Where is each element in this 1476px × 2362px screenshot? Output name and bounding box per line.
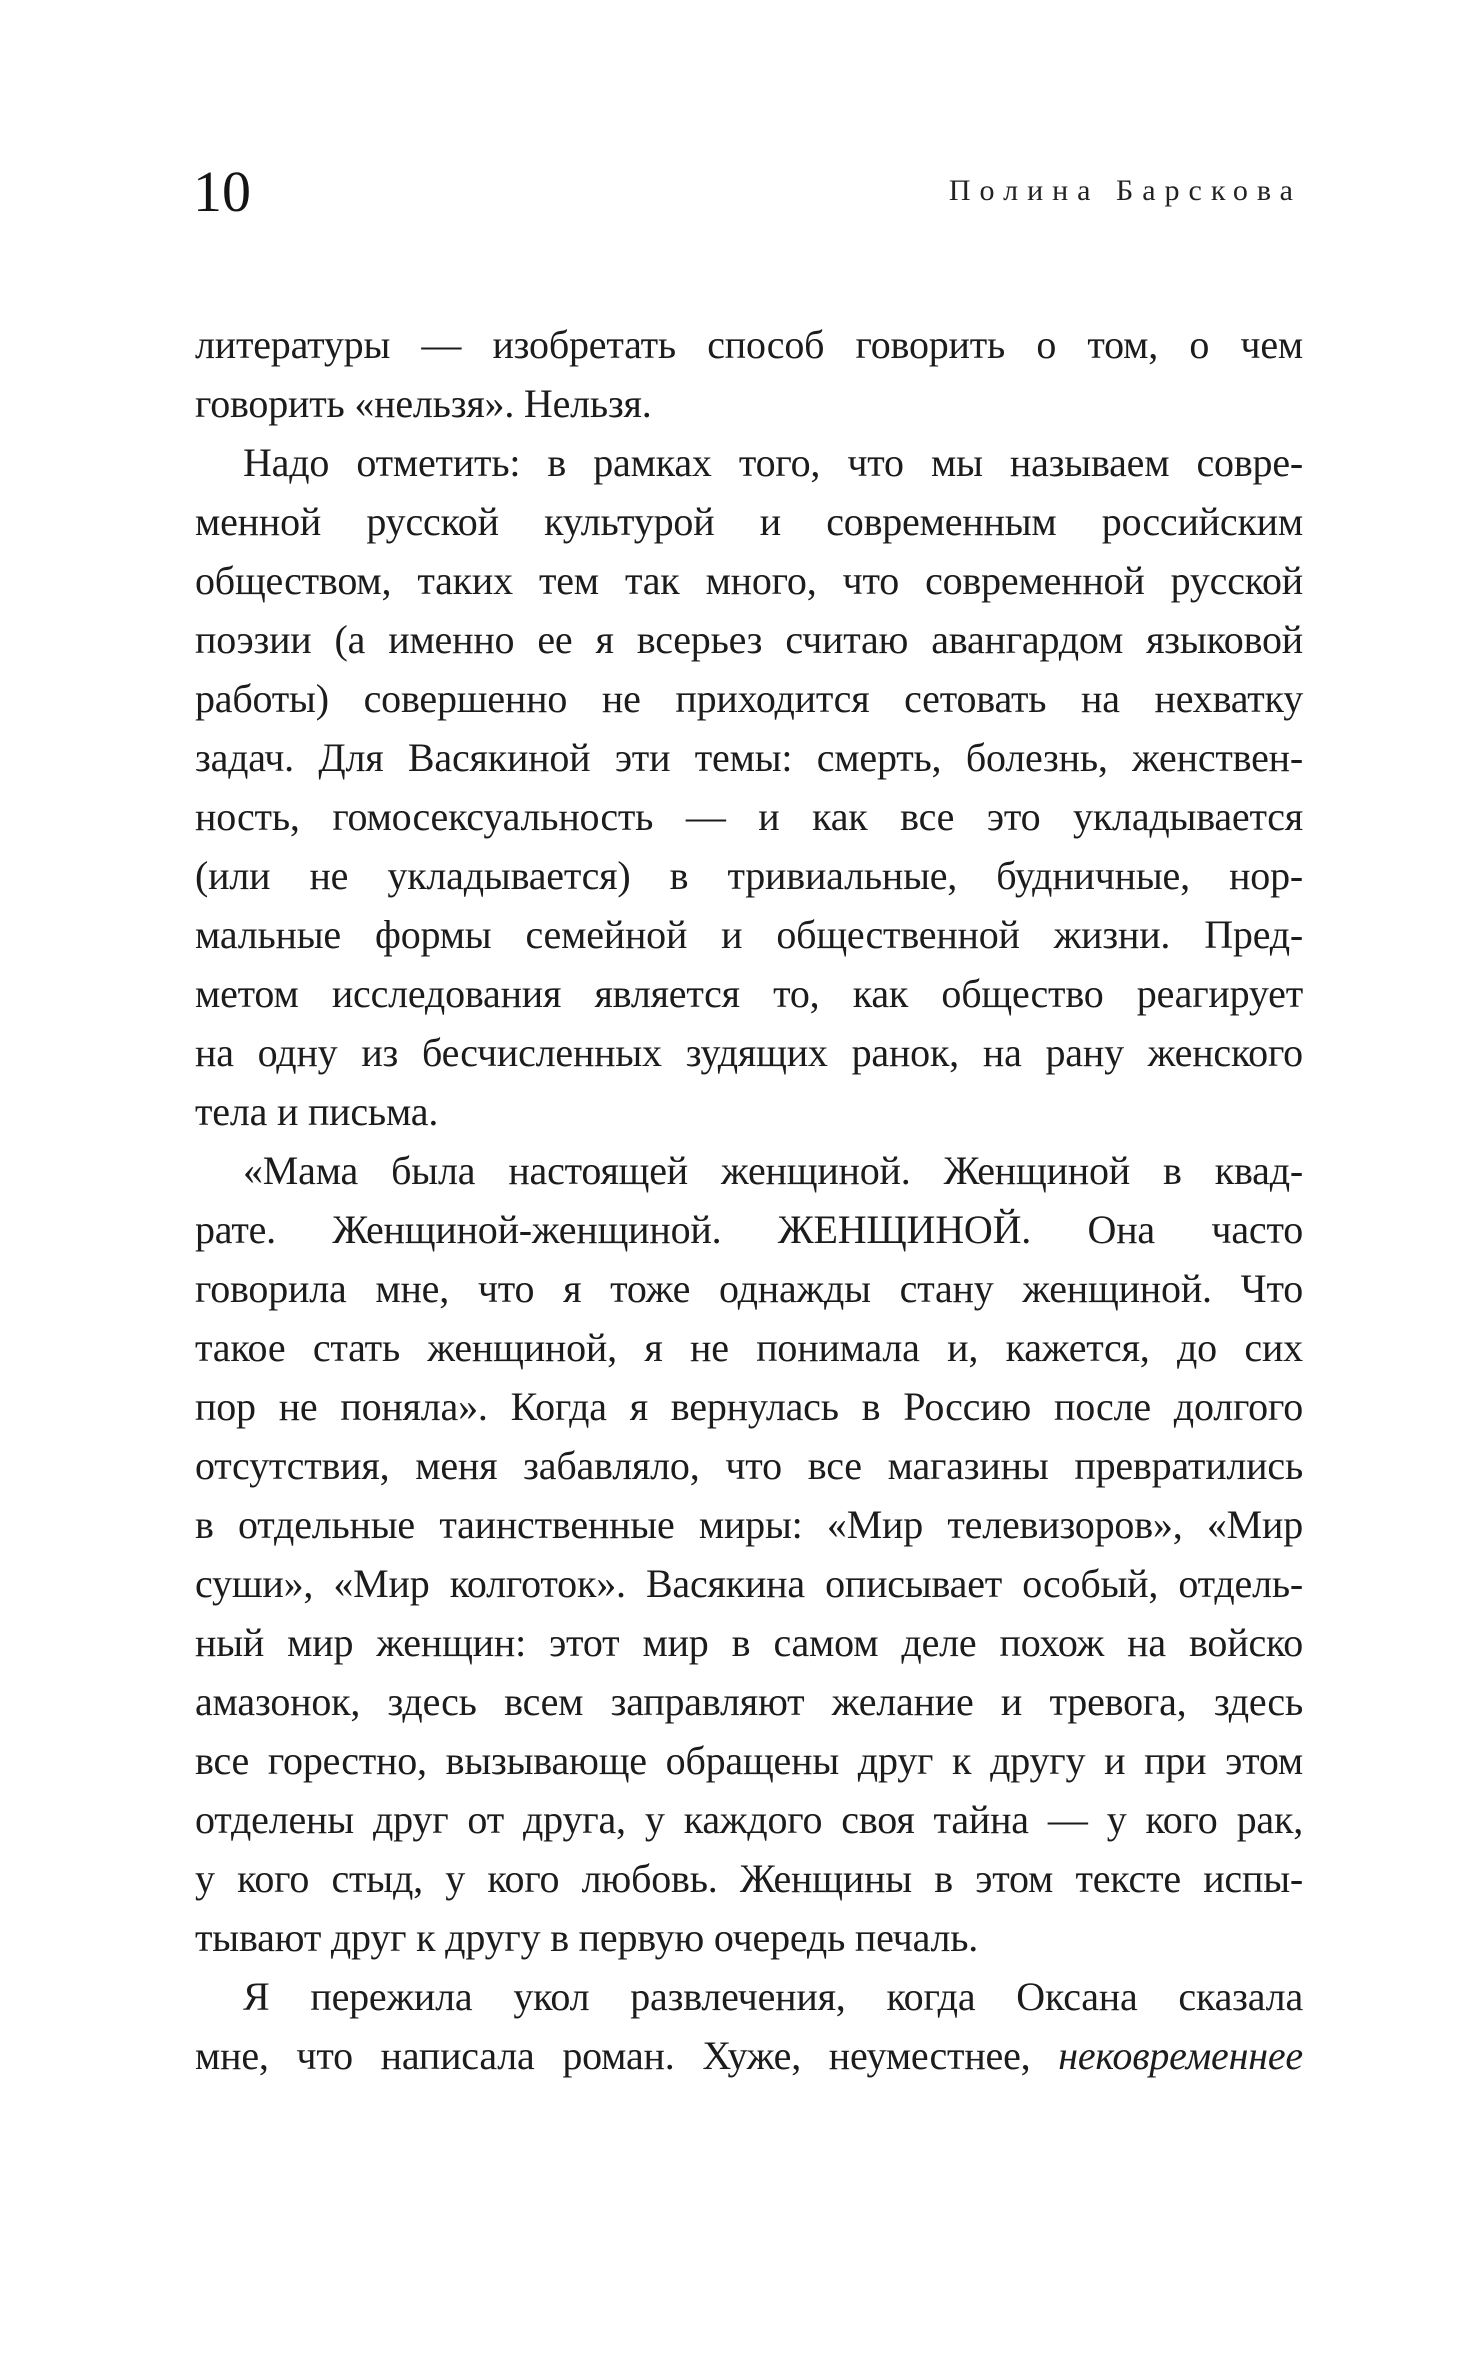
text-segment: мальные формы семейной и общественной жизни. Пред- bbox=[195, 912, 1303, 957]
text-segment: говорила мне, что я тоже однажды стану женщиной. Что bbox=[195, 1266, 1303, 1311]
text-segment: у кого стыд, у кого любовь. Женщины в этом тексте испы- bbox=[195, 1856, 1303, 1901]
text-line bbox=[195, 315, 1303, 374]
text-line bbox=[195, 964, 1303, 1023]
text-segment: пор не поняла». Когда я вернулась в Россию после долгого bbox=[195, 1384, 1303, 1429]
text-line bbox=[195, 1495, 1303, 1554]
text-line bbox=[195, 1082, 1303, 1141]
text-segment: отделены друг от друга, у каждого своя тайна — у кого рак, bbox=[195, 1797, 1303, 1842]
paragraph bbox=[195, 1141, 1303, 1967]
text-line bbox=[195, 1377, 1303, 1436]
text-segment: говорить «нельзя». Нельзя. bbox=[195, 381, 652, 426]
text-segment: в отдельные таинственные миры: «Мир телевизоров», «Мир bbox=[195, 1502, 1303, 1547]
text-line bbox=[195, 1436, 1303, 1495]
paragraph bbox=[195, 433, 1303, 1141]
text-segment: такое стать женщиной, я не понимала и, кажется, до сих bbox=[195, 1325, 1303, 1370]
text-line bbox=[195, 1141, 1303, 1200]
text-line bbox=[195, 905, 1303, 964]
text-segment: Я пережила укол развлечения, когда Оксана сказала bbox=[243, 1974, 1303, 2019]
text-line bbox=[195, 1672, 1303, 1731]
text-line bbox=[195, 1318, 1303, 1377]
text-line bbox=[195, 1023, 1303, 1082]
text-line bbox=[195, 1908, 1303, 1967]
text-segment: рате. Женщиной-женщиной. ЖЕНЩИНОЙ. Она часто bbox=[195, 1207, 1303, 1252]
text-line bbox=[195, 669, 1303, 728]
text-segment: мне, что написала роман. Хуже, неуместнее, bbox=[195, 2033, 1059, 2078]
text-segment: Надо отметить: в рамках того, что мы называем совре- bbox=[243, 440, 1303, 485]
text-line bbox=[195, 551, 1303, 610]
text-segment: амазонок, здесь всем заправляют желание и тревога, здесь bbox=[195, 1679, 1303, 1724]
text-line bbox=[195, 492, 1303, 551]
text-segment: отсутствия, меня забавляло, что все магазины превратились bbox=[195, 1443, 1303, 1488]
text-segment: литературы — изобретать способ говорить о том, о чем bbox=[195, 322, 1303, 367]
text-segment: обществом, таких тем так много, что современной русской bbox=[195, 558, 1303, 603]
text-segment: на одну из бесчисленных зудящих ранок, на рану женского bbox=[195, 1030, 1303, 1075]
text-segment: работы) совершенно не приходится сетовать на нехватку bbox=[195, 676, 1303, 721]
text-line bbox=[195, 610, 1303, 669]
italic-emphasis: нековременнее bbox=[1058, 2033, 1303, 2078]
text-line bbox=[195, 787, 1303, 846]
text-segment: суши», «Мир колготок». Васякина описывает особый, отдель- bbox=[195, 1561, 1303, 1606]
text-line bbox=[195, 1259, 1303, 1318]
paragraph bbox=[195, 315, 1303, 433]
text-line bbox=[195, 1790, 1303, 1849]
text-line bbox=[195, 374, 1303, 433]
text-segment: задач. Для Васякиной эти темы: смерть, болезнь, женствен- bbox=[195, 735, 1303, 780]
text-segment: (или не укладывается) в тривиальные, будничные, нор- bbox=[195, 853, 1303, 898]
text-segment: все горестно, вызывающе обращены друг к другу и при этом bbox=[195, 1738, 1303, 1783]
text-line bbox=[195, 728, 1303, 787]
text-segment: «Мама была настоящей женщиной. Женщиной в квад- bbox=[243, 1148, 1303, 1193]
text-line bbox=[195, 1554, 1303, 1613]
text-segment: тела и письма. bbox=[195, 1089, 439, 1134]
page-number: 10 bbox=[193, 159, 251, 224]
text-line bbox=[195, 1967, 1303, 2026]
text-line bbox=[195, 2026, 1303, 2085]
text-segment: метом исследования является то, как общество реагирует bbox=[195, 971, 1303, 1016]
paragraph bbox=[195, 1967, 1303, 2085]
text-segment: ный мир женщин: этот мир в самом деле похож на войско bbox=[195, 1620, 1303, 1665]
text-line bbox=[195, 1613, 1303, 1672]
body-text bbox=[195, 315, 1303, 2085]
text-segment: поэзии (а именно ее я всерьез считаю авангардом языковой bbox=[195, 617, 1303, 662]
running-header: Полина Барскова bbox=[948, 174, 1302, 207]
text-segment: ность, гомосексуальность — и как все это укладывается bbox=[195, 794, 1303, 839]
text-line bbox=[195, 433, 1303, 492]
text-line bbox=[195, 1200, 1303, 1259]
text-line bbox=[195, 1849, 1303, 1908]
text-segment: тывают друг к другу в первую очередь печаль. bbox=[195, 1915, 979, 1960]
text-line bbox=[195, 846, 1303, 905]
text-segment: менной русской культурой и современным российским bbox=[195, 499, 1303, 544]
text-line bbox=[195, 1731, 1303, 1790]
